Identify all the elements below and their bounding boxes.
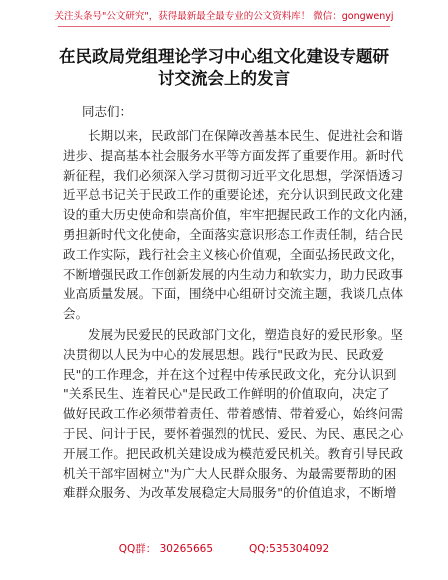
text-line: 做好民政工作必须带着责任、带着感情、带着爱心，始终问需 [63, 406, 404, 422]
header-banner: 关注头条号"公文研究"，获得最新最全最专业的公文资料库！ 微信：gongwenyj [54, 11, 394, 22]
text-line: 机关干部牢固树立"为广大人民群众服务、为最需要帮助的困 [63, 465, 397, 481]
text-line: 新征程，我们必须深入学习贯彻习近平文化思想，学深悟透习 [63, 167, 404, 183]
text-line: 长期以来，民政部门在保障改善基本民生、促进社会和谐 [88, 128, 404, 143]
footer-contact [0, 541, 448, 556]
text-line: 开展工作。把民政机关建设成为模范爱民机关。教育引导民政 [63, 445, 404, 461]
text-line: 难群众服务、为改革发展稳定大局服务"的价值追求，不断增 [63, 485, 397, 501]
text-line: 决贯彻以人民为中心的发展思想。践行"民政为民、民政爱 [63, 346, 384, 362]
paragraph-1 [63, 126, 416, 324]
text-line: 会。 [63, 306, 89, 322]
salutation: 同志们： [82, 104, 133, 119]
text-line: 进步、提高基本社会服务水平等方面发挥了重要作用。新时代 [63, 147, 404, 163]
text-line: 设的重大历史使命和崇高价值，牢牢把握民政工作的文化内涵， [63, 207, 416, 223]
header-divider [58, 26, 390, 27]
document-title [52, 46, 396, 90]
text-line: 不断增强民政工作创新发展的内生动力和软实力，助力民政事 [63, 266, 404, 282]
text-line: "关系民生、连着民心"是民政工作鲜明的价值取向，决定了 [63, 386, 390, 402]
text-line: 政工作实际，践行社会主义核心价值观，全面弘扬民政文化， [63, 246, 404, 262]
text-line: 业高质量发展。下面，围绕中心组研讨交流主题，我谈几点体 [63, 286, 404, 302]
footer-qq: QQ:535304092 [249, 543, 330, 555]
text-line: 近平总书记关于民政工作的重要论述，充分认识到民政文化建 [63, 187, 404, 203]
footer-qq-group: QQ群： 30265665 [118, 543, 214, 555]
paragraph-2 [63, 325, 404, 503]
title-line: 在民政局党组理论学习中心组文化建设专题研 [59, 47, 389, 66]
title-line: 讨交流会上的发言 [158, 69, 290, 88]
text-line: 发展为民爱民的民政部门文化，塑造良好的爱民形象。坚 [88, 327, 404, 342]
text-line: 于民、问计于民，要怀着强烈的忧民、爱民、为民、惠民之心 [63, 425, 404, 441]
text-line: 勇担新时代文化使命，全面落实意识形态工作责任制，结合民 [63, 226, 404, 242]
text-line: 民"的工作理念，并在这个过程中传承民政文化，充分认识到 [63, 366, 397, 382]
